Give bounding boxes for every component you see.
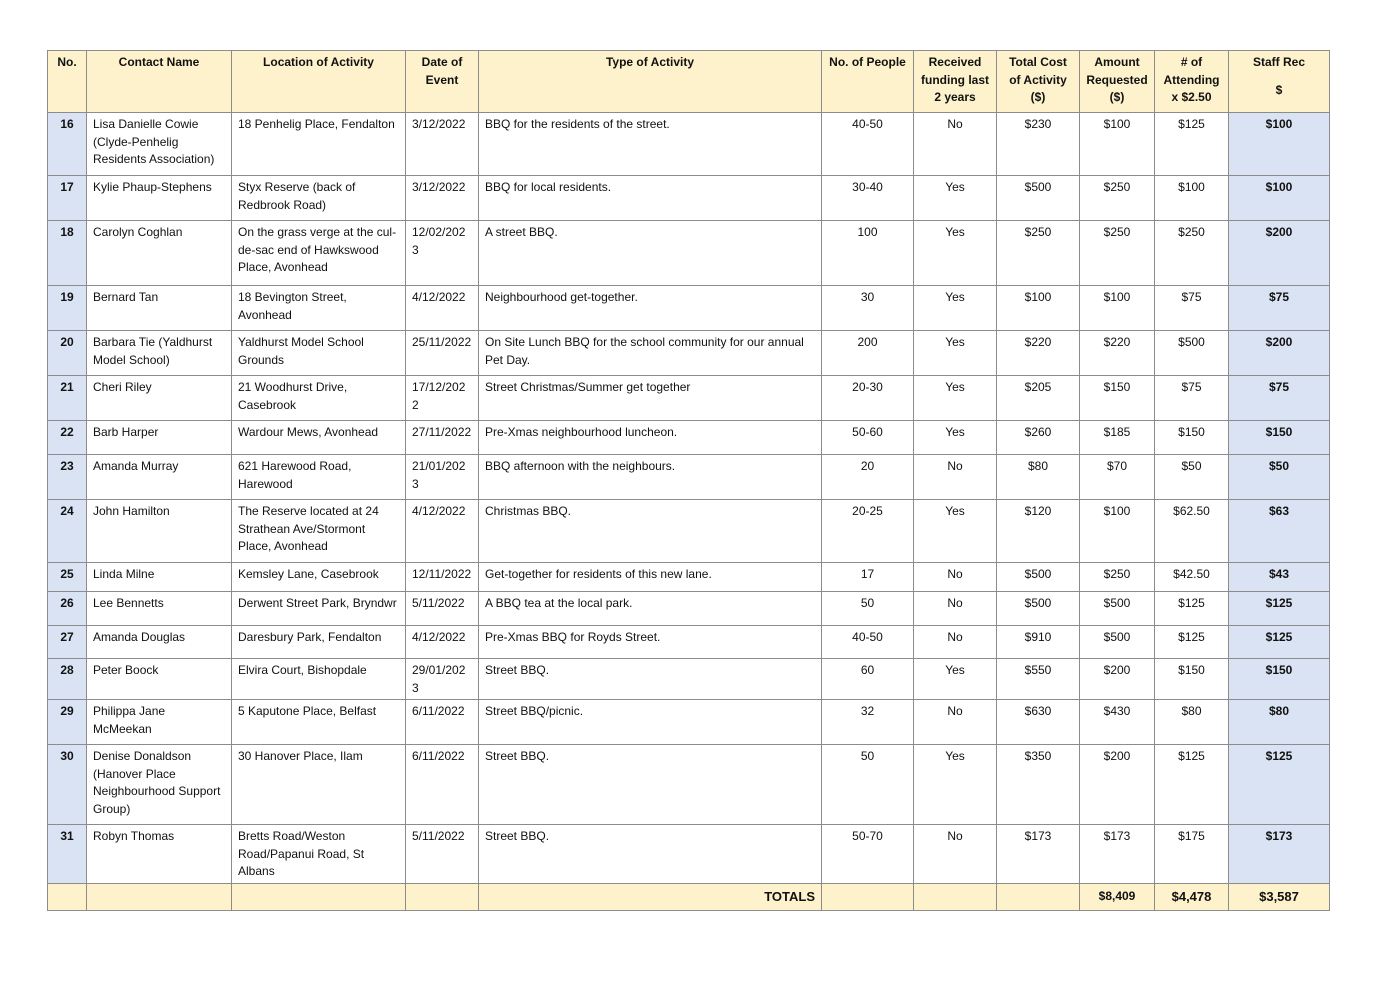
contact-name-cell: Carolyn Coghlan [87, 221, 232, 286]
totals-row [48, 883, 1330, 910]
attending-cell: $80 [1155, 700, 1229, 745]
table-row [48, 221, 1330, 286]
staff-rec-cell: $125 [1229, 745, 1330, 825]
table-row [48, 113, 1330, 176]
total-cost-cell: $250 [997, 221, 1080, 286]
location-cell: Elvira Court, Bishopdale [232, 659, 406, 700]
header-staff-rec-unit: $ [1275, 82, 1283, 97]
funding-cell: No [914, 626, 997, 659]
row-no-cell: 23 [48, 455, 87, 500]
amount-requested-cell: $430 [1080, 700, 1155, 745]
attending-cell: $150 [1155, 659, 1229, 700]
people-cell: 20-25 [822, 500, 914, 563]
location-cell: Styx Reserve (back of Redbrook Road) [232, 176, 406, 221]
total-cost-cell: $173 [997, 825, 1080, 884]
people-cell: 30-40 [822, 176, 914, 221]
total-cost-cell: $500 [997, 592, 1080, 626]
date-cell: 4/12/2022 [406, 500, 479, 563]
total-cost-cell: $120 [997, 500, 1080, 563]
table-row [48, 500, 1330, 563]
total-cost-cell: $100 [997, 286, 1080, 331]
row-no-cell: 30 [48, 745, 87, 825]
attending-cell: $62.50 [1155, 500, 1229, 563]
activity-type-cell: Street Christmas/Summer get together [479, 376, 822, 421]
attending-cell: $150 [1155, 421, 1229, 455]
location-cell: Bretts Road/Weston Road/Papanui Road, St Albans [232, 825, 406, 884]
people-cell: 40-50 [822, 113, 914, 176]
date-cell: 6/11/2022 [406, 745, 479, 825]
staff-rec-cell: $125 [1229, 592, 1330, 626]
amount-requested-cell: $250 [1080, 563, 1155, 592]
contact-name-cell: Kylie Phaup-Stephens [87, 176, 232, 221]
row-no-cell: 29 [48, 700, 87, 745]
staff-rec-cell: $150 [1229, 659, 1330, 700]
staff-rec-cell: $50 [1229, 455, 1330, 500]
date-cell: 25/11/2022 [406, 331, 479, 376]
amount-requested-cell: $185 [1080, 421, 1155, 455]
date-cell: 6/11/2022 [406, 700, 479, 745]
table-row [48, 176, 1330, 221]
header-people: No. of People [822, 51, 914, 113]
amount-requested-cell: $100 [1080, 286, 1155, 331]
amount-requested-cell: $220 [1080, 331, 1155, 376]
activity-type-cell: Get-together for residents of this new lane. [479, 563, 822, 592]
location-cell: 30 Hanover Place, Ilam [232, 745, 406, 825]
funding-cell: Yes [914, 421, 997, 455]
totals-attending: $4,478 [1155, 883, 1229, 910]
people-cell: 50 [822, 745, 914, 825]
location-cell: 5 Kaputone Place, Belfast [232, 700, 406, 745]
contact-name-cell: Lisa Danielle Cowie (Clyde-Penhelig Residents Association) [87, 113, 232, 176]
funding-cell: Yes [914, 376, 997, 421]
contact-name-cell: Robyn Thomas [87, 825, 232, 884]
table-row [48, 626, 1330, 659]
attending-cell: $125 [1155, 626, 1229, 659]
header-no: No. [48, 51, 87, 113]
funding-cell: Yes [914, 176, 997, 221]
total-cost-cell: $230 [997, 113, 1080, 176]
totals-staff-rec: $3,587 [1229, 883, 1330, 910]
location-cell: 621 Harewood Road, Harewood [232, 455, 406, 500]
table-row [48, 421, 1330, 455]
row-no-cell: 21 [48, 376, 87, 421]
people-cell: 30 [822, 286, 914, 331]
date-cell: 21/01/2023 [406, 455, 479, 500]
contact-name-cell: Philippa Jane McMeekan [87, 700, 232, 745]
attending-cell: $75 [1155, 286, 1229, 331]
contact-name-cell: Bernard Tan [87, 286, 232, 331]
people-cell: 50-70 [822, 825, 914, 884]
attending-cell: $75 [1155, 376, 1229, 421]
staff-rec-cell: $125 [1229, 626, 1330, 659]
amount-requested-cell: $200 [1080, 659, 1155, 700]
staff-rec-cell: $63 [1229, 500, 1330, 563]
activity-type-cell: On Site Lunch BBQ for the school community for our annual Pet Day. [479, 331, 822, 376]
staff-rec-cell: $75 [1229, 286, 1330, 331]
activity-type-cell: Street BBQ. [479, 745, 822, 825]
activity-type-cell: Street BBQ. [479, 825, 822, 884]
funding-cell: No [914, 455, 997, 500]
table-row [48, 592, 1330, 626]
total-cost-cell: $550 [997, 659, 1080, 700]
funding-cell: Yes [914, 500, 997, 563]
funding-cell: Yes [914, 286, 997, 331]
contact-name-cell: Amanda Murray [87, 455, 232, 500]
funding-cell: No [914, 592, 997, 626]
location-cell: On the grass verge at the cul-de-sac end of Hawkswood Place, Avonhead [232, 221, 406, 286]
funding-cell: Yes [914, 745, 997, 825]
activity-type-cell: Neighbourhood get-together. [479, 286, 822, 331]
people-cell: 60 [822, 659, 914, 700]
people-cell: 20-30 [822, 376, 914, 421]
attending-cell: $100 [1155, 176, 1229, 221]
attending-cell: $125 [1155, 745, 1229, 825]
amount-requested-cell: $500 [1080, 626, 1155, 659]
total-cost-cell: $500 [997, 176, 1080, 221]
people-cell: 32 [822, 700, 914, 745]
people-cell: 200 [822, 331, 914, 376]
contact-name-cell: Cheri Riley [87, 376, 232, 421]
row-no-cell: 26 [48, 592, 87, 626]
location-cell: Wardour Mews, Avonhead [232, 421, 406, 455]
location-cell: 21 Woodhurst Drive, Casebrook [232, 376, 406, 421]
table-row [48, 825, 1330, 884]
total-cost-cell: $205 [997, 376, 1080, 421]
contact-name-cell: Lee Bennetts [87, 592, 232, 626]
date-cell: 4/12/2022 [406, 286, 479, 331]
header-row [48, 51, 1330, 113]
contact-name-cell: Barb Harper [87, 421, 232, 455]
total-cost-cell: $260 [997, 421, 1080, 455]
staff-rec-cell: $100 [1229, 113, 1330, 176]
activity-type-cell: A BBQ tea at the local park. [479, 592, 822, 626]
table-row [48, 331, 1330, 376]
people-cell: 50 [822, 592, 914, 626]
totals-empty-cell [232, 883, 406, 910]
location-cell: 18 Penhelig Place, Fendalton [232, 113, 406, 176]
location-cell: Daresbury Park, Fendalton [232, 626, 406, 659]
funding-cell: Yes [914, 331, 997, 376]
header-date: Date of Event [406, 51, 479, 113]
activity-type-cell: BBQ for local residents. [479, 176, 822, 221]
staff-rec-cell: $200 [1229, 331, 1330, 376]
row-no-cell: 24 [48, 500, 87, 563]
totals-empty-cell [997, 883, 1080, 910]
row-no-cell: 19 [48, 286, 87, 331]
activity-type-cell: Pre-Xmas BBQ for Royds Street. [479, 626, 822, 659]
date-cell: 12/02/2023 [406, 221, 479, 286]
location-cell: The Reserve located at 24 Strathean Ave/Stormont Place, Avonhead [232, 500, 406, 563]
total-cost-cell: $350 [997, 745, 1080, 825]
row-no-cell: 17 [48, 176, 87, 221]
table-row [48, 376, 1330, 421]
date-cell: 3/12/2022 [406, 176, 479, 221]
activity-type-cell: Street BBQ. [479, 659, 822, 700]
date-cell: 5/11/2022 [406, 825, 479, 884]
people-cell: 40-50 [822, 626, 914, 659]
funding-cell: No [914, 113, 997, 176]
header-staff-rec-label: Staff Rec [1252, 55, 1305, 69]
amount-requested-cell: $200 [1080, 745, 1155, 825]
funding-cell: No [914, 825, 997, 884]
funding-cell: No [914, 563, 997, 592]
table-row [48, 563, 1330, 592]
location-cell: 18 Bevington Street, Avonhead [232, 286, 406, 331]
funding-table [47, 50, 1330, 911]
amount-requested-cell: $173 [1080, 825, 1155, 884]
date-cell: 3/12/2022 [406, 113, 479, 176]
people-cell: 50-60 [822, 421, 914, 455]
staff-rec-cell: $43 [1229, 563, 1330, 592]
funding-cell: Yes [914, 221, 997, 286]
activity-type-cell: BBQ for the residents of the street. [479, 113, 822, 176]
table-row [48, 700, 1330, 745]
contact-name-cell: Peter Boock [87, 659, 232, 700]
staff-rec-cell: $150 [1229, 421, 1330, 455]
amount-requested-cell: $100 [1080, 113, 1155, 176]
date-cell: 27/11/2022 [406, 421, 479, 455]
date-cell: 17/12/2022 [406, 376, 479, 421]
people-cell: 100 [822, 221, 914, 286]
row-no-cell: 18 [48, 221, 87, 286]
contact-name-cell: Barbara Tie (Yaldhurst Model School) [87, 331, 232, 376]
attending-cell: $500 [1155, 331, 1229, 376]
activity-type-cell: Pre-Xmas neighbourhood luncheon. [479, 421, 822, 455]
contact-name-cell: Denise Donaldson (Hanover Place Neighbourhood Support Group) [87, 745, 232, 825]
location-cell: Yaldhurst Model School Grounds [232, 331, 406, 376]
header-type: Type of Activity [479, 51, 822, 113]
table-row [48, 455, 1330, 500]
row-no-cell: 27 [48, 626, 87, 659]
row-no-cell: 31 [48, 825, 87, 884]
header-attending: # of Attending x $2.50 [1155, 51, 1229, 113]
funding-cell: No [914, 700, 997, 745]
totals-label: TOTALS [479, 883, 822, 910]
totals-empty-cell [914, 883, 997, 910]
staff-rec-cell: $75 [1229, 376, 1330, 421]
date-cell: 12/11/2022 [406, 563, 479, 592]
funding-cell: Yes [914, 659, 997, 700]
people-cell: 17 [822, 563, 914, 592]
staff-rec-cell: $200 [1229, 221, 1330, 286]
amount-requested-cell: $250 [1080, 176, 1155, 221]
contact-name-cell: John Hamilton [87, 500, 232, 563]
total-cost-cell: $220 [997, 331, 1080, 376]
staff-rec-cell: $100 [1229, 176, 1330, 221]
amount-requested-cell: $150 [1080, 376, 1155, 421]
activity-type-cell: Street BBQ/picnic. [479, 700, 822, 745]
total-cost-cell: $80 [997, 455, 1080, 500]
row-no-cell: 16 [48, 113, 87, 176]
amount-requested-cell: $70 [1080, 455, 1155, 500]
attending-cell: $50 [1155, 455, 1229, 500]
amount-requested-cell: $250 [1080, 221, 1155, 286]
totals-requested: $8,409 [1080, 883, 1155, 910]
date-cell: 29/01/2023 [406, 659, 479, 700]
header-staff-rec [1229, 51, 1330, 113]
totals-empty-cell [822, 883, 914, 910]
attending-cell: $42.50 [1155, 563, 1229, 592]
attending-cell: $125 [1155, 592, 1229, 626]
location-cell: Derwent Street Park, Bryndwr [232, 592, 406, 626]
row-no-cell: 22 [48, 421, 87, 455]
table-row [48, 745, 1330, 825]
row-no-cell: 20 [48, 331, 87, 376]
row-no-cell: 25 [48, 563, 87, 592]
location-cell: Kemsley Lane, Casebrook [232, 563, 406, 592]
attending-cell: $250 [1155, 221, 1229, 286]
row-no-cell: 28 [48, 659, 87, 700]
table-row [48, 286, 1330, 331]
header-location: Location of Activity [232, 51, 406, 113]
totals-empty-cell [406, 883, 479, 910]
table-row [48, 659, 1330, 700]
activity-type-cell: BBQ afternoon with the neighbours. [479, 455, 822, 500]
date-cell: 5/11/2022 [406, 592, 479, 626]
total-cost-cell: $630 [997, 700, 1080, 745]
activity-type-cell: Christmas BBQ. [479, 500, 822, 563]
attending-cell: $125 [1155, 113, 1229, 176]
header-total-cost: Total Cost of Activity ($) [997, 51, 1080, 113]
amount-requested-cell: $500 [1080, 592, 1155, 626]
contact-name-cell: Linda Milne [87, 563, 232, 592]
staff-rec-cell: $173 [1229, 825, 1330, 884]
header-contact-name: Contact Name [87, 51, 232, 113]
people-cell: 20 [822, 455, 914, 500]
totals-empty-cell [87, 883, 232, 910]
staff-rec-cell: $80 [1229, 700, 1330, 745]
total-cost-cell: $500 [997, 563, 1080, 592]
total-cost-cell: $910 [997, 626, 1080, 659]
header-funding: Received funding last 2 years [914, 51, 997, 113]
contact-name-cell: Amanda Douglas [87, 626, 232, 659]
header-amount-requested: Amount Requested ($) [1080, 51, 1155, 113]
amount-requested-cell: $100 [1080, 500, 1155, 563]
date-cell: 4/12/2022 [406, 626, 479, 659]
attending-cell: $175 [1155, 825, 1229, 884]
activity-type-cell: A street BBQ. [479, 221, 822, 286]
totals-empty-cell [48, 883, 87, 910]
